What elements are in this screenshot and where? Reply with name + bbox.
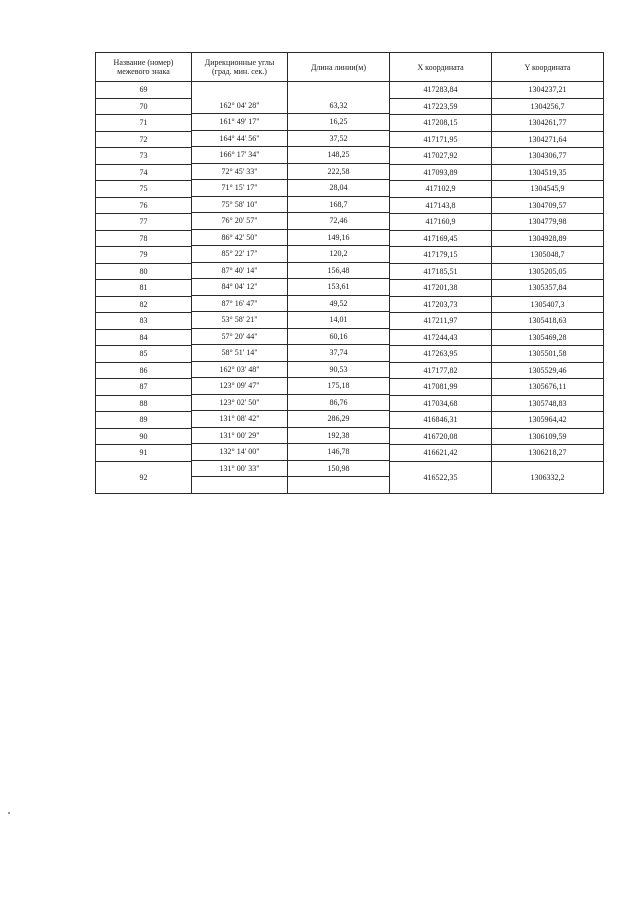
direction-angle: 58° 51' 14" xyxy=(192,345,288,362)
point-name: 69 xyxy=(96,82,192,99)
table-row xyxy=(96,82,604,98)
y-coordinate: 1304271,64 xyxy=(492,131,604,148)
direction-angle: 87° 16' 47" xyxy=(192,295,288,312)
point-name: 87 xyxy=(96,379,192,396)
point-name: 89 xyxy=(96,412,192,429)
header-angle: Дирекционные углы (град. мин. сек.) xyxy=(192,53,288,82)
line-length: 192,38 xyxy=(288,427,390,444)
line-length: 60,16 xyxy=(288,328,390,345)
y-coordinate: 1304709,57 xyxy=(492,197,604,214)
y-coordinate: 1306109,59 xyxy=(492,428,604,445)
x-coordinate: 417211,97 xyxy=(390,313,492,330)
direction-angle: 131° 08' 42" xyxy=(192,411,288,428)
y-coordinate: 1306218,27 xyxy=(492,445,604,462)
point-name: 73 xyxy=(96,148,192,165)
y-coordinate: 1305501,58 xyxy=(492,346,604,363)
x-coordinate: 417081,99 xyxy=(390,379,492,396)
point-name: 75 xyxy=(96,181,192,198)
direction-angle: 75° 58' 10" xyxy=(192,196,288,213)
point-name: 76 xyxy=(96,197,192,214)
y-coordinate: 1304519,35 xyxy=(492,164,604,181)
y-coordinate: 1305048,7 xyxy=(492,247,604,264)
point-name: 71 xyxy=(96,115,192,132)
y-coordinate: 1305407,3 xyxy=(492,296,604,313)
line-length: 37,52 xyxy=(288,130,390,147)
direction-angle: 85° 22' 17" xyxy=(192,246,288,263)
x-coordinate: 417244,43 xyxy=(390,329,492,346)
direction-angle: 123° 09' 47" xyxy=(192,378,288,395)
line-length: 168,7 xyxy=(288,196,390,213)
point-name: 72 xyxy=(96,131,192,148)
point-name: 92 xyxy=(96,461,192,493)
y-coordinate: 1305469,28 xyxy=(492,329,604,346)
line-length: 175,18 xyxy=(288,378,390,395)
y-coordinate: 1305418,63 xyxy=(492,313,604,330)
direction-angle: 76° 20' 57" xyxy=(192,213,288,230)
direction-angle: 131° 00' 33" xyxy=(192,460,288,477)
header-name: Название (номер) межевого знака xyxy=(96,53,192,82)
point-name: 79 xyxy=(96,247,192,264)
header-length: Длина линии(м) xyxy=(288,53,390,82)
y-coordinate: 1304779,98 xyxy=(492,214,604,231)
x-coordinate: 417169,45 xyxy=(390,230,492,247)
empty-cell xyxy=(192,82,288,98)
line-length: 153,61 xyxy=(288,279,390,296)
table-body xyxy=(96,82,604,494)
point-name: 90 xyxy=(96,428,192,445)
scan-speck xyxy=(8,812,10,814)
point-name: 74 xyxy=(96,164,192,181)
line-length: 37,74 xyxy=(288,345,390,362)
boundary-coordinates-table xyxy=(95,52,604,494)
direction-angle: 84° 04' 12" xyxy=(192,279,288,296)
y-coordinate: 1304261,77 xyxy=(492,115,604,132)
x-coordinate: 417171,95 xyxy=(390,131,492,148)
line-length: 28,04 xyxy=(288,180,390,197)
x-coordinate: 417179,15 xyxy=(390,247,492,264)
y-coordinate: 1305748,83 xyxy=(492,395,604,412)
x-coordinate: 417263,95 xyxy=(390,346,492,363)
direction-angle: 71° 15' 17" xyxy=(192,180,288,197)
direction-angle: 166° 17' 34" xyxy=(192,147,288,164)
point-name: 88 xyxy=(96,395,192,412)
y-coordinate: 1304306,77 xyxy=(492,148,604,165)
direction-angle: 53° 58' 21" xyxy=(192,312,288,329)
y-coordinate: 1305964,42 xyxy=(492,412,604,429)
header-y: Y координата xyxy=(492,53,604,82)
line-length: 146,78 xyxy=(288,444,390,461)
point-name: 80 xyxy=(96,263,192,280)
y-coordinate: 1305676,11 xyxy=(492,379,604,396)
direction-angle: 57° 20' 44" xyxy=(192,328,288,345)
line-length: 149,16 xyxy=(288,229,390,246)
y-coordinate: 1305205,05 xyxy=(492,263,604,280)
direction-angle: 161° 49' 17" xyxy=(192,114,288,131)
line-length: 72,46 xyxy=(288,213,390,230)
y-coordinate: 1306332,2 xyxy=(492,461,604,493)
line-length: 120,2 xyxy=(288,246,390,263)
point-name: 77 xyxy=(96,214,192,231)
line-length: 222,58 xyxy=(288,163,390,180)
line-length: 86,76 xyxy=(288,394,390,411)
direction-angle: 164° 44' 56" xyxy=(192,130,288,147)
x-coordinate: 417093,89 xyxy=(390,164,492,181)
point-name: 85 xyxy=(96,346,192,363)
line-length: 148,25 xyxy=(288,147,390,164)
x-coordinate: 417203,73 xyxy=(390,296,492,313)
x-coordinate: 417102,9 xyxy=(390,181,492,198)
x-coordinate: 417027,92 xyxy=(390,148,492,165)
x-coordinate: 417208,15 xyxy=(390,115,492,132)
y-coordinate: 1304928,89 xyxy=(492,230,604,247)
line-length: 150,98 xyxy=(288,460,390,477)
y-coordinate: 1305357,84 xyxy=(492,280,604,297)
x-coordinate: 417223,59 xyxy=(390,98,492,115)
line-length: 286,29 xyxy=(288,411,390,428)
point-name: 82 xyxy=(96,296,192,313)
x-coordinate: 417201,38 xyxy=(390,280,492,297)
direction-angle: 162° 03' 48" xyxy=(192,361,288,378)
direction-angle: 132° 14' 00" xyxy=(192,444,288,461)
line-length: 49,52 xyxy=(288,295,390,312)
x-coordinate: 417143,8 xyxy=(390,197,492,214)
x-coordinate: 417034,68 xyxy=(390,395,492,412)
line-length: 90,53 xyxy=(288,361,390,378)
point-name: 83 xyxy=(96,313,192,330)
y-coordinate: 1305529,46 xyxy=(492,362,604,379)
x-coordinate: 417185,51 xyxy=(390,263,492,280)
line-length: 63,32 xyxy=(288,98,390,114)
table-header-row xyxy=(96,53,604,82)
x-coordinate: 416522,35 xyxy=(390,461,492,493)
direction-angle: 87° 40' 14" xyxy=(192,262,288,279)
point-name: 91 xyxy=(96,445,192,462)
point-name: 86 xyxy=(96,362,192,379)
y-coordinate: 1304256,7 xyxy=(492,98,604,115)
direction-angle: 123° 02' 50" xyxy=(192,394,288,411)
point-name: 81 xyxy=(96,280,192,297)
header-x: X координата xyxy=(390,53,492,82)
direction-angle: 131° 00' 29" xyxy=(192,427,288,444)
point-name: 78 xyxy=(96,230,192,247)
empty-cell xyxy=(288,82,390,98)
point-name: 70 xyxy=(96,98,192,115)
empty-cell xyxy=(288,477,390,494)
x-coordinate: 416720,08 xyxy=(390,428,492,445)
direction-angle: 162° 04' 28" xyxy=(192,98,288,114)
x-coordinate: 416846,31 xyxy=(390,412,492,429)
line-length: 156,48 xyxy=(288,262,390,279)
y-coordinate: 1304237,21 xyxy=(492,82,604,99)
y-coordinate: 1304545,9 xyxy=(492,181,604,198)
direction-angle: 72° 45' 33" xyxy=(192,163,288,180)
line-length: 14,01 xyxy=(288,312,390,329)
x-coordinate: 416621,42 xyxy=(390,445,492,462)
empty-cell xyxy=(192,477,288,494)
x-coordinate: 417160,9 xyxy=(390,214,492,231)
line-length: 16,25 xyxy=(288,114,390,131)
x-coordinate: 417283,84 xyxy=(390,82,492,99)
direction-angle: 86° 42' 50" xyxy=(192,229,288,246)
point-name: 84 xyxy=(96,329,192,346)
x-coordinate: 417177,82 xyxy=(390,362,492,379)
